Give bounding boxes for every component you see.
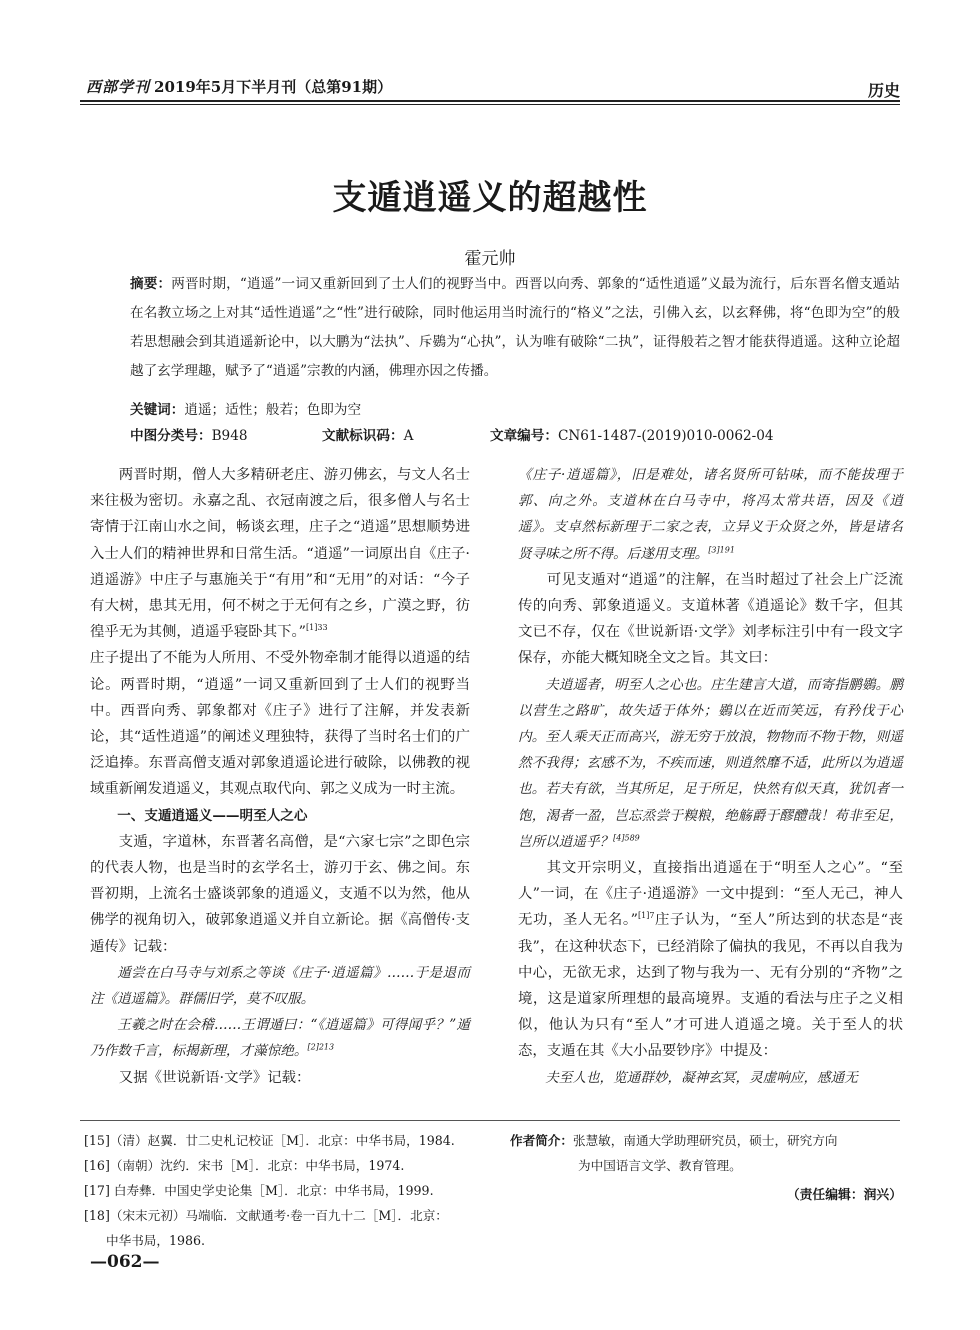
- paragraph-text: 两晋时期，僧人大多精研老庄、游刃佛玄，与文人名士来往极为密切。永嘉之乱、衣冠南渡之后，很多僧人与名士寄情于江南山水之间，畅谈玄理，庄子之“逍遥”思想顺势进入士人们的精神世界和日常生活。“逍遥”一词原出自《庄子·逍遥游》中庄子与惠施关于“有用”和“无用”的对话：“今子有大树，患其无用，何不树之于无何有之乡，广漠之野，彷徨乎无为其侧，逍遥乎寝卧其下。”: [90, 467, 470, 641]
- keywords: [130, 398, 361, 418]
- body-paragraph: [518, 855, 903, 1065]
- journal-name: 西部学刊: [86, 78, 151, 96]
- block-quote: [518, 462, 903, 567]
- reference-item: [15]（清）赵翼．廿二史札记校证［M］．北京：中华书局，1984.: [84, 1133, 455, 1148]
- paragraph-text: 夫至人也，览通群妙，凝神玄冥，灵虚响应，感通无: [545, 1069, 858, 1086]
- block-quote: [518, 672, 903, 855]
- abstract: [130, 270, 900, 386]
- citation-marker: [3]191: [708, 545, 735, 555]
- keywords-text: 逍遥；适性；般若；色即为空: [184, 402, 362, 418]
- paragraph-text: 《庄子·逍遥篇》，旧是难处，诸名贤所可钻味，而不能拔理于郭、向之外。支道林在白马寺中，将冯太常共语，因及《逍遥》。支卓然标新理于二家之表，立异义于众贤之外，皆是诸名贤寻味之所不得。后遂用支理。: [518, 467, 903, 562]
- body-paragraph: [90, 645, 470, 802]
- article-number-value: CN61-1487-(2019)010-0062-04: [557, 428, 774, 444]
- block-quote: [518, 1065, 903, 1091]
- keywords-label: 关键词：: [130, 402, 185, 418]
- paragraph-text: 其文开宗明义，直接指出逍遥在于“明至人之心”。“至人”一词，在《庄子·逍遥游》一文中提到：“至人无己，神人无功，圣人无名。”: [518, 860, 903, 929]
- body-paragraph: [518, 567, 903, 672]
- citation-marker: [1]33: [306, 623, 328, 633]
- section-heading: [90, 803, 470, 829]
- body-column-right: [518, 462, 903, 1091]
- paragraph-text: 庄子提出了不能为人所用、不受外物牵制才能得以逍遥的结论。两晋时期，“逍遥”一词又重新回到了士人们的视野当中。西晋向秀、郭象都对《庄子》进行了注解，并发表新论，其“适性逍遥”的阐述义理独特，获得了当时名士们的广泛追捧。东晋高僧支遁对郭象逍遥论进行破除，以佛教的视域重新阐发逍遥义，其观点取代向、郭之义成为一时主流。: [90, 650, 470, 798]
- paragraph-text: 一、支遁逍遥义——明至人之心: [117, 807, 308, 824]
- abstract-label: 摘要：: [130, 276, 172, 292]
- article-title: 支遁逍遥义的超越性: [332, 178, 648, 218]
- reference-item: [18]（宋末元初）马端临．文献通考·卷一百九十二［M］．北京：: [84, 1208, 448, 1223]
- doc-code-value: A: [403, 428, 414, 444]
- author-bio: [510, 1128, 905, 1178]
- body-paragraph: [90, 1065, 470, 1091]
- body-paragraph: [90, 829, 470, 960]
- article-number: [490, 424, 774, 444]
- clc-code: [130, 424, 248, 444]
- clc-label: 中图分类号：: [130, 428, 212, 444]
- article-number-label: 文章编号：: [490, 428, 558, 444]
- reference-list: [84, 1128, 504, 1253]
- reference-item: [16]（南朝）沈约．宋书［M］．北京：中华书局，1974.: [84, 1158, 405, 1173]
- abstract-text: 两晋时期，“逍遥”一词又重新回到了士人们的视野当中。西晋以向秀、郭象的“适性逍遥”义最为流行，后东晋名僧支遁站在名教立场之上对其“适性逍遥”之“性”进行破除，同时他运用当时流行的“格义”之法，引佛入玄，以玄释佛，将“色即为空”的般若思想融会到其逍遥新论中，以大鹏为“法执”、斥鷃为“心执”，认为唯有破除“二执”，证得般若之智才能获得逍遥。这种立论超越了玄学理趣，赋予了“逍遥”宗教的内涵，佛理亦因之传播。: [130, 276, 901, 379]
- citation-marker: [4]589: [613, 833, 640, 843]
- paragraph-text: 王羲之时在会稽……王谓遁曰：“《逍遥篇》可得闻乎？”遁乃作数千言，标揭新理，才藻惊绝。: [90, 1017, 470, 1060]
- footnote-rule: [80, 1120, 900, 1121]
- paragraph-text: 支遁，字道林，东晋著名高僧，是“六家七宗”之即色宗的代表人物，也是当时的玄学名士，游刃于玄、佛之间。东晋初期，上流名士盛谈郭象的逍遥义，支遁不以为然，他从佛学的视角切入，破郭象逍遥义并自立新论。据《高僧传·支遁传》记载：: [90, 833, 470, 955]
- clc-value: B948: [211, 428, 248, 444]
- block-quote: [90, 1012, 470, 1064]
- doc-code: [322, 424, 413, 444]
- paragraph-text: 又据《世说新语·文学》记载：: [118, 1069, 311, 1086]
- doc-code-label: 文献标识码：: [322, 428, 404, 444]
- body-paragraph: [90, 462, 470, 645]
- responsible-editor: （责任编辑：润兴）: [786, 1188, 902, 1203]
- citation-marker: [1]7: [638, 911, 655, 921]
- journal-header: [86, 76, 392, 97]
- reference-item: [17] 白寿彝．中国史学史论集［M］．北京：中华书局，1999.: [84, 1183, 434, 1198]
- body-column-left: [90, 462, 470, 1091]
- paragraph-text-continued: 庄子认为，“至人”所达到的状态是“丧我”，在这种状态下，已经消除了偏执的我见，不再以自我为中心，无欲无求，达到了物与我为一、无有分别的“齐物”之境，这是道家所理想的最高境界。支遁的看法与庄子之义相似，他认为只有“至人”才可进人逍遥之境。关于至人的状态，支遁在其《大小品要钞序》中提及：: [518, 912, 903, 1060]
- header-rule: [80, 100, 900, 102]
- bio-label: 作者简介：: [510, 1133, 573, 1148]
- block-quote: [90, 960, 470, 1012]
- paragraph-text: 可见支遁对“逍遥”的注解，在当时超过了社会上广泛流传的向秀、郭象逍遥义。支道林著《逍遥论》数千字，但其文已不存，仅在《世说新语·文学》刘孝标注引中有一段文字保存，亦能大概知晓全文之旨。其文曰：: [518, 571, 903, 667]
- page-number: —062—: [90, 1252, 160, 1272]
- bio-line-1: 张慧敏，南通大学助理研究员，硕士，研究方向: [572, 1133, 838, 1148]
- header-rule-thin: [80, 104, 900, 105]
- section-label: 历史: [867, 81, 900, 100]
- paragraph-text: 夫逍遥者，明至人之心也。庄生建言大道，而寄指鹏鷃。鹏以营生之路旷，故失适于体外；鷃以在近而笑远，有矜伐于心内。至人乘天正而高兴，游无穷于放浪，物物而不物于物，则遥然不我得；玄感不为，不疾而速，则逍然靡不适，此所以为逍遥也。若夫有欲，当其所足，足于所足，快然有似天真，犹饥者一饱，渴者一盈，岂忘烝尝于糗粮，绝觞爵于醪醴哉！苟非至足，岂所以逍遥乎？: [518, 676, 903, 850]
- paragraph-text: 遁尝在白马寺与刘系之等谈《庄子·逍遥篇》……于是退而注《逍遥篇》。群儒旧学，莫不叹服。: [90, 964, 470, 1008]
- bio-line-2: 为中国语言文学、教育管理。: [578, 1158, 742, 1173]
- citation-marker: [2]213: [307, 1042, 335, 1052]
- article-author: 霍元帅: [464, 249, 516, 269]
- journal-issue: 2019年5月下半月刊（总第91期）: [154, 78, 393, 96]
- reference-item-continued: 中华书局，1986.: [106, 1233, 206, 1248]
